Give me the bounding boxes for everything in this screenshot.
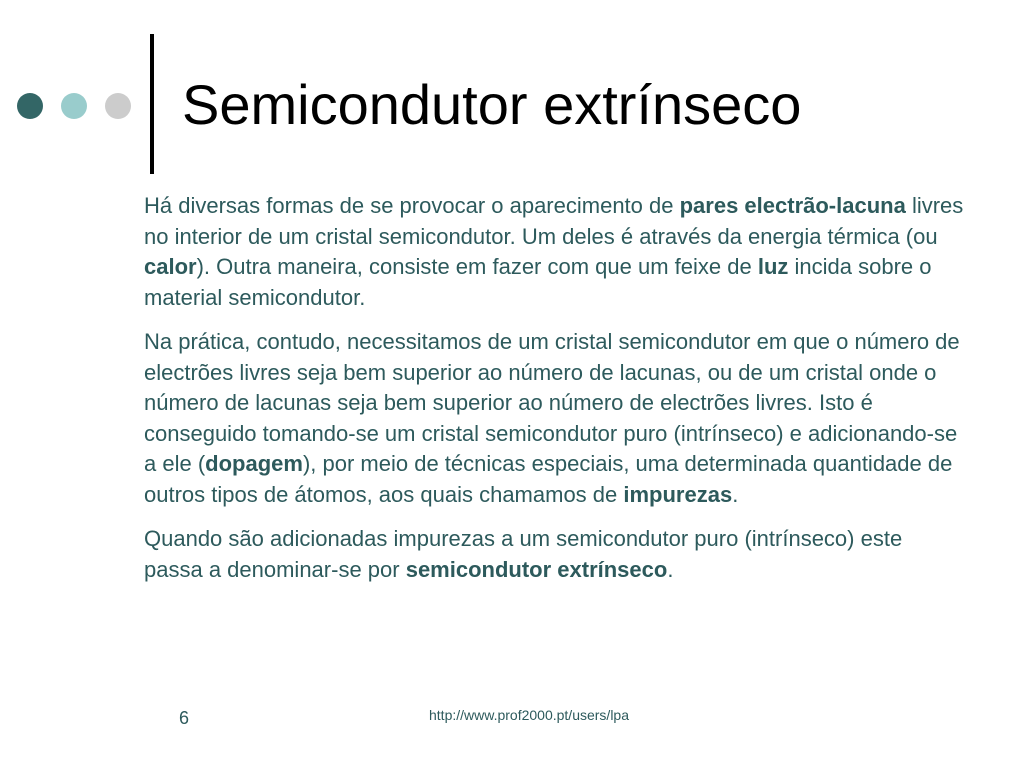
paragraph-1-text-2: livres no interior de um cristal semicondutor. Um deles é através da energia térmica (ou: [144, 193, 964, 249]
paragraph-1-text-3: ). Outra maneira, consiste em fazer com que um feixe de: [196, 254, 758, 279]
paragraph-3-text-2: .: [667, 556, 674, 582]
paragraph-2-text-3: .: [732, 481, 739, 507]
paragraph-2: [144, 327, 966, 510]
page-number: 6: [179, 708, 190, 728]
dot-grey-icon: [105, 93, 131, 119]
paragraph-1-text-1: Há diversas formas de se provocar o aparecimento de: [144, 193, 680, 218]
dot-light-icon: [61, 93, 87, 119]
paragraph-3-text-1: Quando são adicionadas impurezas a um semicondutor puro (intrínseco) este passa a denominar-se por: [144, 526, 903, 582]
term-calor: calor: [144, 254, 197, 279]
decorative-dots: [17, 93, 132, 121]
dot-dark-icon: [17, 93, 43, 119]
title-divider: [150, 34, 154, 174]
term-semicondutor-extrinseco: semicondutor extrínseco: [405, 556, 668, 582]
term-impurezas: impurezas: [623, 481, 733, 507]
paragraph-1: [144, 191, 966, 313]
paragraph-1-text-4: incida sobre o material semicondutor.: [144, 254, 932, 310]
term-luz: luz: [757, 254, 789, 279]
paragraph-2-text-1: Na prática, contudo, necessitamos de um cristal semicondutor em que o número de electrões livres seja bem superior ao número de lacunas, ou de um cristal onde o número de lacunas seja bem superior ao número de electrões livres. Isto é conseguido tomando-se um cristal semicondutor puro (intrínseco) e adicionando-se a ele (: [144, 329, 960, 476]
paragraph-3: [144, 524, 966, 585]
term-pares-electrao-lacuna: pares electrão-lacuna: [679, 193, 906, 218]
slide-body: [144, 191, 966, 599]
term-dopagem: dopagem: [205, 451, 303, 476]
slide-title: Semicondutor extrínseco: [182, 73, 802, 136]
footer-url-container: [0, 707, 1024, 723]
paragraph-2-text-2: ), por meio de técnicas especiais, uma determinada quantidade de outros tipos de átomos, aos quais chamamos de: [144, 451, 953, 507]
footer-url: http://www.prof2000.pt/users/lpa: [429, 707, 629, 723]
